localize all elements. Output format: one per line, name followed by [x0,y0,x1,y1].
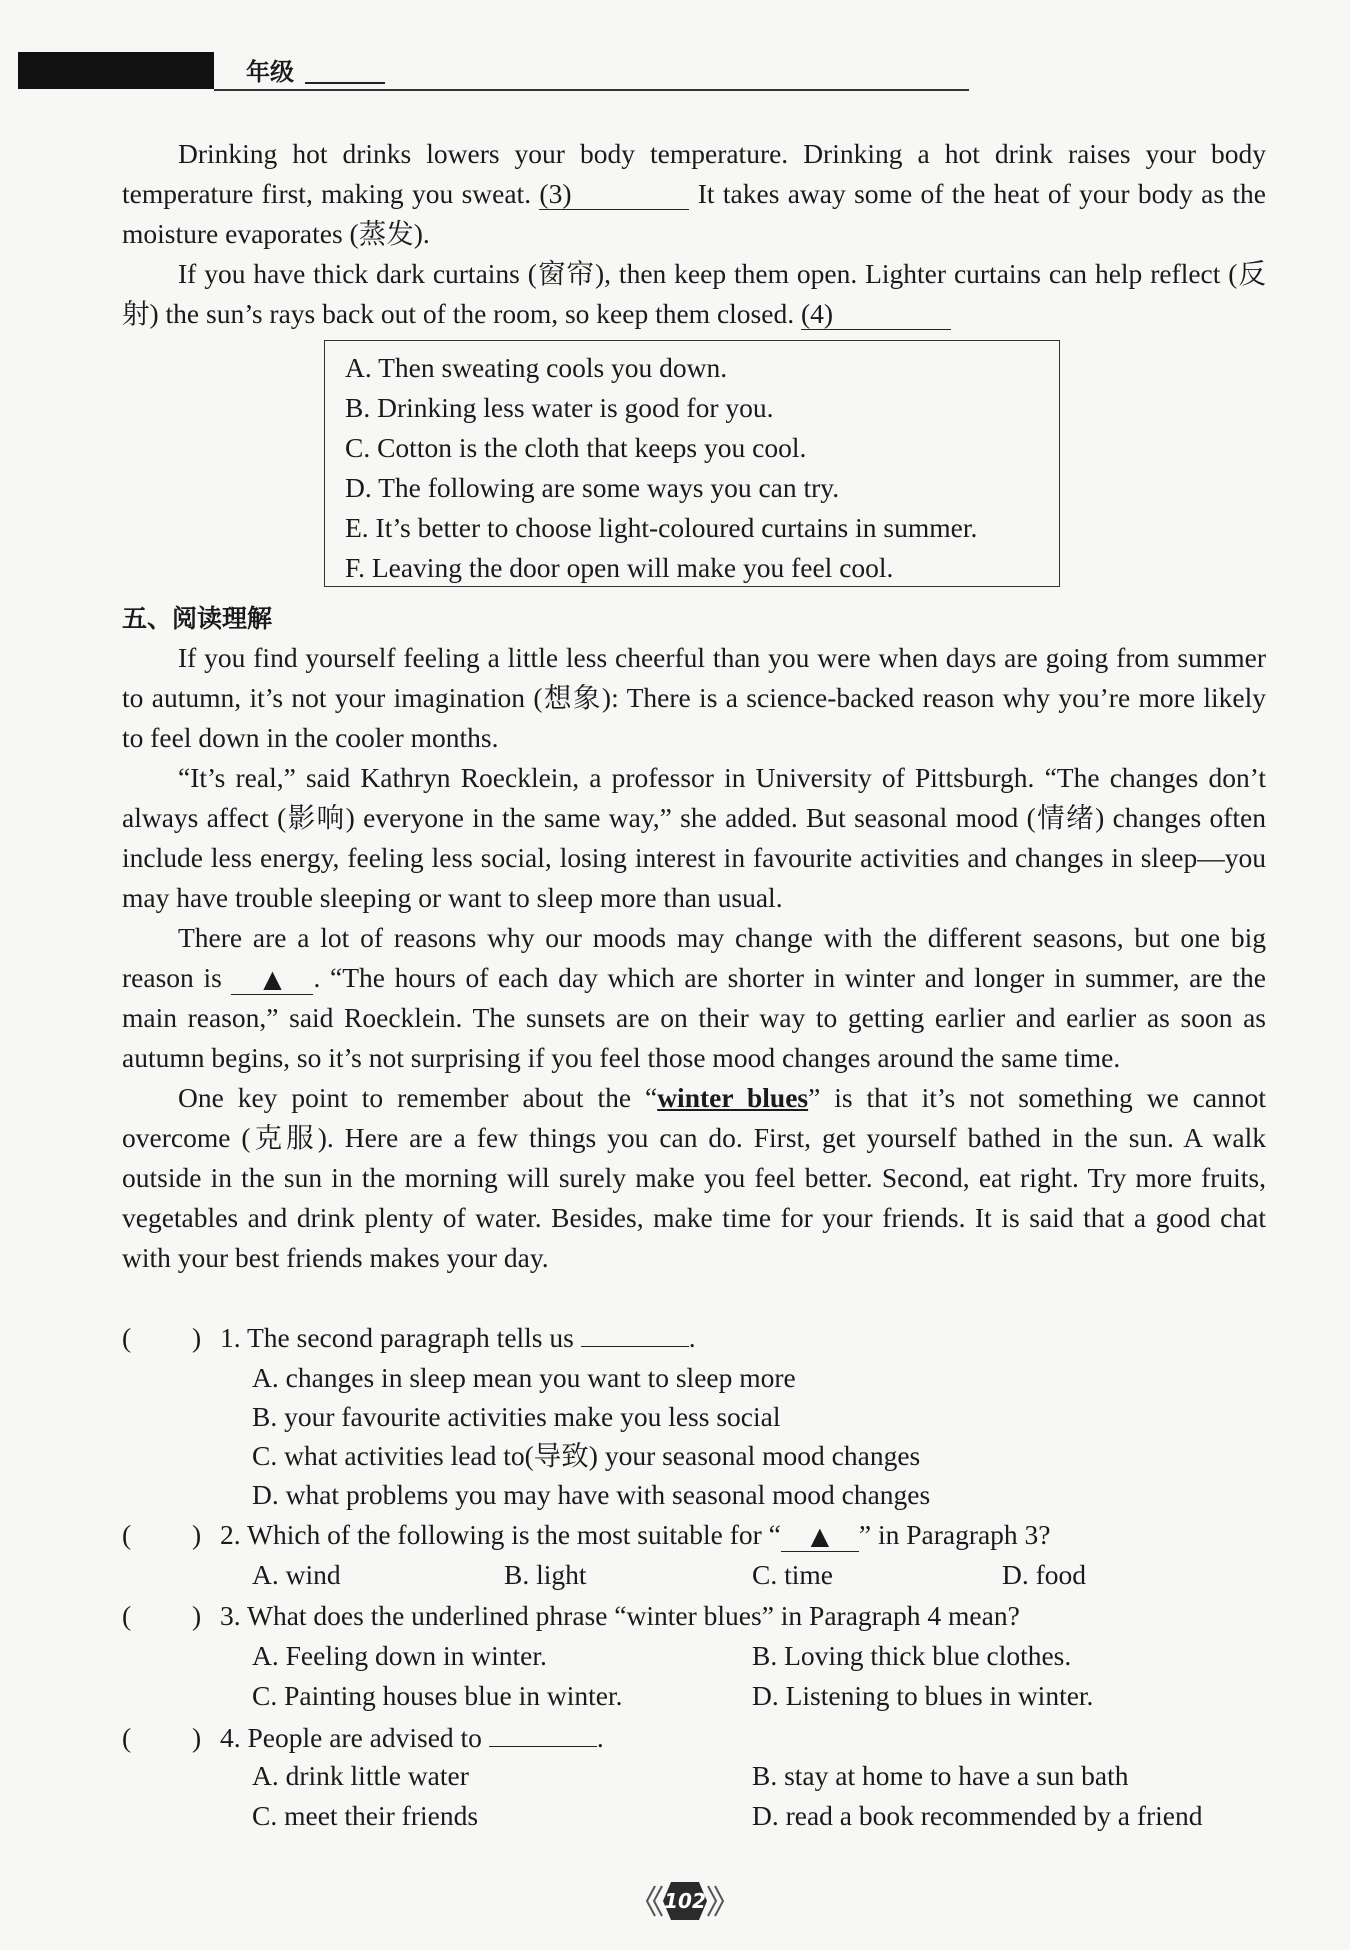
answer-blank[interactable] [489,1746,597,1747]
page-number: 102 [664,1889,706,1913]
cloze-option-d: D. The following are some ways you can try. [345,472,840,503]
q4-option-d[interactable]: D. read a book recommended by a friend [752,1800,1203,1831]
q3-option-d[interactable]: D. Listening to blues in winter. [752,1680,1094,1711]
header-rule [214,89,969,91]
reading-passage [122,638,1266,1278]
answer-paren-open[interactable]: ( [122,1519,132,1550]
q1-option-d[interactable]: D. what problems you may have with seasonal mood changes [252,1479,931,1510]
answer-paren-open[interactable]: ( [122,1322,132,1353]
cloze-option-c: C. Cotton is the cloth that keeps you cool. [345,432,807,463]
q1-option-a[interactable]: A. changes in sleep mean you want to sleep more [252,1362,796,1393]
q2-option-a[interactable]: A. wind [252,1559,341,1590]
triangle-icon: ▲ [810,1522,830,1550]
cloze-paragraph-1: Drinking hot drinks lowers your body temperature. Drinking a hot drink raises your body temperature first, making you sweat. (3) It takes away some of the heat of your body as the moisture evaporates (蒸发). [122,138,1266,249]
q3-option-a[interactable]: A. Feeling down in winter. [252,1640,547,1671]
answer-paren-close: ) [192,1519,202,1550]
reading-paragraph-4: One key point to remember about the “winter blues” is that it’s not something we cannot overcome (克服). Here are a few things you can do. First, get yourself bathed in the sun. A walk outside in the sun in the morning will surely make you feel better. Second, eat right. Try more fruits, vegetables and drink plenty of water. Besides, make time for your friends. It is said that a good chat with your best friends makes your day. [122,1082,1266,1273]
cloze-option-a: A. Then sweating cools you down. [345,352,728,383]
question-stem: 1. The second paragraph tells us . [220,1322,696,1353]
q3-option-c[interactable]: C. Painting houses blue in winter. [252,1680,623,1711]
question-blank [781,1520,859,1552]
cloze-blank-3[interactable]: (3) [539,179,689,210]
answer-paren-open[interactable]: ( [122,1722,132,1753]
question-4 [122,1718,1272,1758]
question-1 [122,1318,1272,1358]
question-stem: 4. People are advised to . [220,1722,604,1753]
q2-option-b[interactable]: B. light [504,1559,587,1590]
underlined-phrase: winter blues [657,1082,809,1113]
reading-blank[interactable] [231,963,313,995]
question-stem: 3. What does the underlined phrase “winter blues” in Paragraph 4 mean? [220,1600,1020,1631]
grade-label: 年级 [246,58,294,86]
grade-blank[interactable] [305,82,385,84]
triangle-icon: ▲ [263,965,282,993]
answer-paren-close: ) [192,1722,202,1753]
q2-option-d[interactable]: D. food [1002,1559,1087,1590]
section-title-reading: 五、阅读理解 [122,604,273,633]
page-number-badge [645,1878,725,1924]
cloze-option-f: F. Leaving the door open will make you feel cool. [345,552,894,583]
cloze-option-e: E. It’s better to choose light-coloured curtains in summer. [345,512,978,543]
q4-option-b[interactable]: B. stay at home to have a sun bath [752,1760,1129,1791]
reading-paragraph-1: If you find yourself feeling a little less cheerful than you were when days are going from summer to autumn, it’s not your imagination (想象): There is a science-backed reason why you’re more likely to feel down in the cooler months. [122,642,1266,753]
chevron-right-icon [708,1886,716,1916]
answer-paren-close: ) [192,1322,202,1353]
cloze-paragraph-2: If you have thick dark curtains (窗帘), then keep them open. Lighter curtains can help reflect (反射) the sun’s rays back out of the room, so keep them closed. (4) [122,258,1266,329]
cloze-blank-4[interactable]: (4) [801,299,951,330]
cloze-options-box [324,340,1060,587]
question-2 [122,1515,1272,1555]
q1-option-c[interactable]: C. what activities lead to(导致) your seasonal mood changes [252,1440,921,1471]
chevron-left-icon [654,1886,662,1916]
question-3 [122,1596,1272,1636]
q1-option-b[interactable]: B. your favourite activities make you less social [252,1401,781,1432]
answer-paren-close: ) [192,1600,202,1631]
cloze-option-b: B. Drinking less water is good for you. [345,392,774,423]
header-black-bar [18,52,214,89]
cloze-passage [122,134,1266,334]
answer-blank[interactable] [581,1346,689,1347]
reading-paragraph-2: “It’s real,” said Kathryn Roecklein, a professor in University of Pittsburgh. “The changes don’t always affect (影响) everyone in the same way,” she added. But seasonal mood (情绪) changes often include less energy, feeling less social, losing interest in favourite activities and changes in sleep—you may have trouble sleeping or want to sleep more than usual. [122,762,1266,913]
q4-option-c[interactable]: C. meet their friends [252,1800,479,1831]
question-stem: 2. Which of the following is the most suitable for “ ▲ ” in Paragraph 3? [220,1519,1051,1550]
answer-paren-open[interactable]: ( [122,1600,132,1631]
q4-option-a[interactable]: A. drink little water [252,1760,469,1791]
q3-option-b[interactable]: B. Loving thick blue clothes. [752,1640,1072,1671]
q2-option-c[interactable]: C. time [752,1559,833,1590]
reading-paragraph-3: There are a lot of reasons why our moods may change with the different seasons, but one big reason is ▲ . “The hours of each day which are shorter in winter and longer in summer, are the main reason,” said Roecklein. The sunsets are on their way to getting earlier and earlier as soon as autumn begins, so it’s not surprising if you feel those mood changes around the same time. [122,922,1266,1073]
